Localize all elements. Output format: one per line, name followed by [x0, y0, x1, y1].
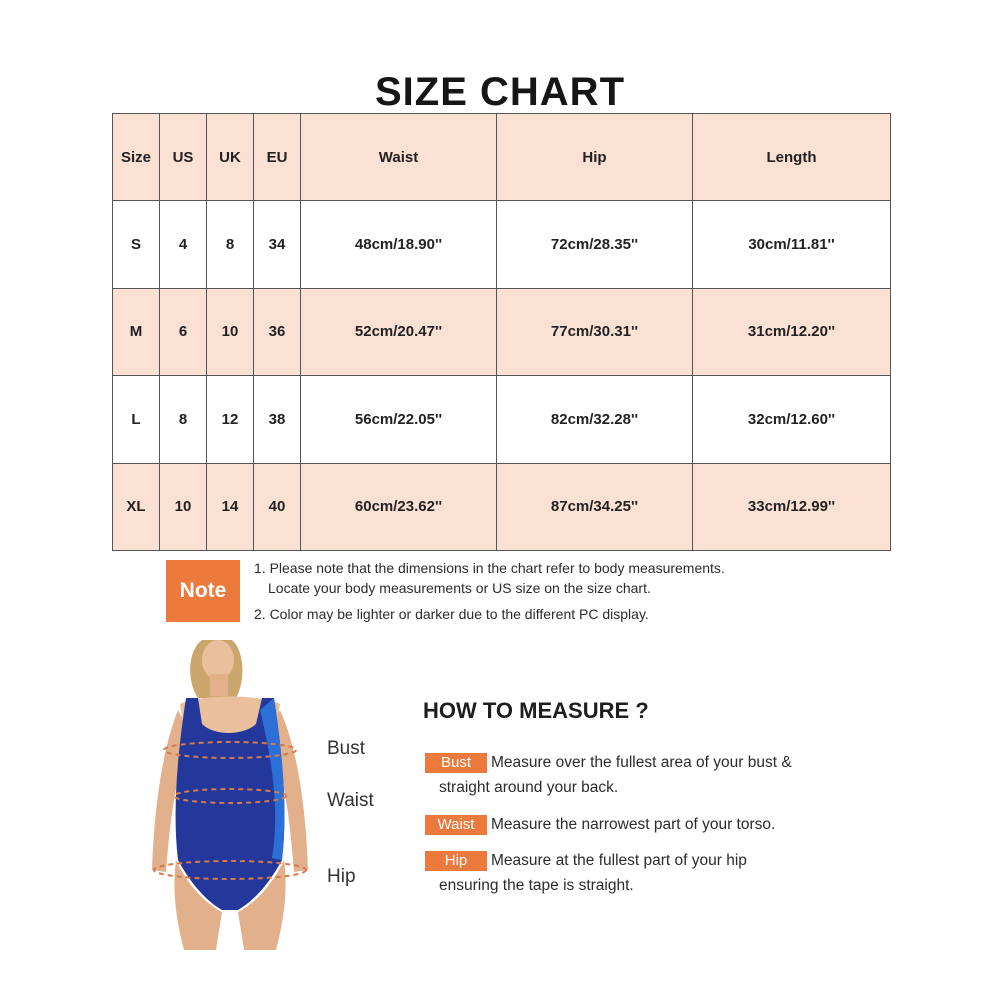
cell-length: 30cm/11.81''	[693, 201, 891, 288]
header-length: Length	[693, 114, 891, 201]
waist-tag: Waist	[425, 815, 487, 835]
table-row	[113, 376, 891, 463]
bust-tag: Bust	[425, 753, 487, 773]
cell-us: 10	[160, 463, 207, 550]
cell-eu: 40	[254, 463, 301, 550]
header-us: US	[160, 114, 207, 201]
figure-label-waist: Waist	[327, 790, 374, 811]
cell-uk: 10	[207, 288, 254, 375]
note-badge: Note	[166, 560, 240, 622]
table-row	[113, 201, 891, 288]
figure-label-bust: Bust	[327, 738, 366, 759]
note-line-2: 2. Color may be lighter or darker due to the different PC display.	[254, 606, 649, 622]
header-uk: UK	[207, 114, 254, 201]
cell-size: S	[113, 201, 160, 288]
cell-uk: 12	[207, 376, 254, 463]
cell-hip: 77cm/30.31''	[497, 288, 693, 375]
cell-size: M	[113, 288, 160, 375]
header-size: Size	[113, 114, 160, 201]
cell-waist: 56cm/22.05''	[301, 376, 497, 463]
bust-instruction: Measure over the fullest area of your bust &	[491, 754, 792, 771]
cell-waist: 52cm/20.47''	[301, 288, 497, 375]
size-chart-table	[112, 113, 891, 551]
cell-length: 31cm/12.20''	[693, 288, 891, 375]
note-line-1: 1. Please note that the dimensions in the chart refer to body measurements.	[254, 560, 725, 576]
page-title: SIZE CHART	[375, 70, 625, 114]
waist-instruction: Measure the narrowest part of your torso.	[491, 816, 776, 833]
cell-waist: 48cm/18.90''	[301, 201, 497, 288]
cell-length: 32cm/12.60''	[693, 376, 891, 463]
note-line-1b: Locate your body measurements or US size on the size chart.	[268, 580, 651, 596]
header-hip: Hip	[497, 114, 693, 201]
cell-us: 8	[160, 376, 207, 463]
header-eu: EU	[254, 114, 301, 201]
cell-hip: 82cm/32.28''	[497, 376, 693, 463]
cell-eu: 38	[254, 376, 301, 463]
cell-size: L	[113, 376, 160, 463]
bust-instruction-cont: straight around your back.	[439, 779, 619, 796]
swimsuit-model-figure	[140, 640, 320, 950]
cell-us: 6	[160, 288, 207, 375]
table-row	[113, 463, 891, 550]
cell-uk: 14	[207, 463, 254, 550]
cell-size: XL	[113, 463, 160, 550]
figure-label-hip: Hip	[327, 866, 356, 887]
hip-instruction-cont: ensuring the tape is straight.	[439, 877, 634, 894]
table-row	[113, 288, 891, 375]
cell-eu: 34	[254, 201, 301, 288]
hip-instruction: Measure at the fullest part of your hip	[491, 852, 747, 869]
how-to-measure-title: HOW TO MEASURE ?	[423, 698, 649, 723]
cell-hip: 72cm/28.35''	[497, 201, 693, 288]
cell-length: 33cm/12.99''	[693, 463, 891, 550]
cell-eu: 36	[254, 288, 301, 375]
hip-tag: Hip	[425, 851, 487, 871]
table-header-row	[113, 114, 891, 201]
cell-waist: 60cm/23.62''	[301, 463, 497, 550]
cell-uk: 8	[207, 201, 254, 288]
header-waist: Waist	[301, 114, 497, 201]
cell-hip: 87cm/34.25''	[497, 463, 693, 550]
cell-us: 4	[160, 201, 207, 288]
